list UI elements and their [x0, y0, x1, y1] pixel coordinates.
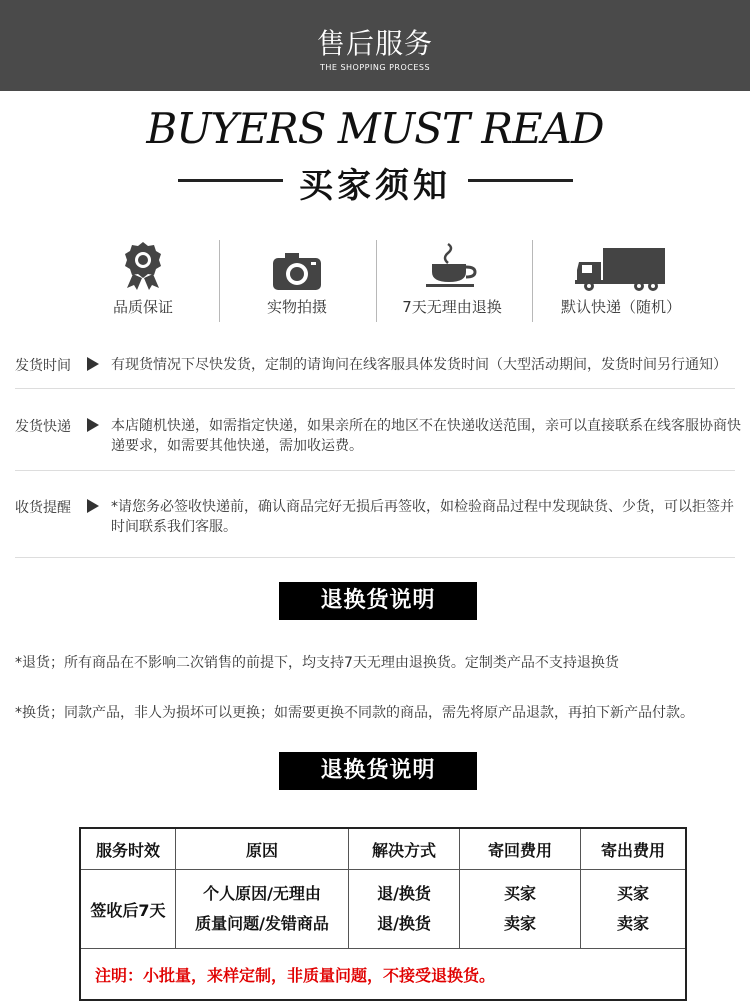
feature-quality [68, 240, 218, 322]
send-fee-text: 卖家 [616, 914, 649, 933]
table-header-row [80, 828, 686, 870]
section-title-returns-table: 退换货说明 [279, 752, 477, 790]
header-subtitle: THE SHOPPING PROCESS [319, 63, 431, 72]
feature-divider [219, 240, 220, 322]
info-text: *请您务必签收快递前，确认商品完好无损后再签收，如检验商品过程中发现缺货、少货，可以拒签并时间联系我们客服。 [111, 499, 734, 535]
table-footnote: 注明：小批量，来样定制，非质量问题，不接受退换货。 [80, 949, 686, 1001]
table-cell-solution [349, 870, 460, 949]
arrow-right-icon [87, 499, 99, 513]
divider [15, 388, 735, 389]
table-footnote-row [80, 949, 686, 1001]
send-fee-text: 买家 [616, 884, 649, 903]
info-text: 本店随机快递，如需指定快递，如果亲所在的地区不在快递收送范围，亲可以直接联系在线客服协商快递要求，如需要其他快递，需加收运费。 [111, 418, 741, 454]
delivery-truck-icon [575, 246, 667, 292]
info-label: 收货提醒 [15, 500, 71, 516]
arrow-right-icon [87, 418, 99, 432]
reason-text: 个人原因/无理由 [203, 884, 321, 903]
info-label: 发货快递 [15, 419, 71, 435]
feature-photo [222, 240, 372, 322]
feature-return [377, 240, 527, 322]
table-header: 原因 [176, 828, 349, 870]
table-cell-send-fee [581, 870, 687, 949]
arrow-right-icon [87, 357, 99, 371]
info-text: 有现货情况下尽快发货，定制的请询问在线客服具体发货时间（大型活动期间，发货时间另行通知） [111, 357, 727, 373]
feature-label: 实物拍摄 [266, 298, 327, 316]
feature-divider [532, 240, 533, 322]
feature-label: 7天无理由退换 [402, 298, 502, 316]
divider [15, 470, 735, 471]
table-header: 解决方式 [349, 828, 460, 870]
camera-icon [271, 250, 323, 294]
table-header: 寄回费用 [460, 828, 581, 870]
header-bar [0, 0, 750, 91]
header-title: 售后服务 [316, 27, 433, 60]
info-label: 发货时间 [15, 358, 71, 374]
solution-text: 退/换货 [377, 884, 431, 903]
headline-right-rule [468, 179, 573, 182]
table-cell-period: 签收后7天 [80, 870, 176, 949]
headline-english: BUYERS MUST READ [146, 104, 604, 153]
return-fee-text: 买家 [503, 884, 536, 903]
table-header: 寄出费用 [581, 828, 687, 870]
table-row [80, 870, 686, 949]
return-policy-table [79, 827, 687, 1001]
solution-text: 退/换货 [377, 914, 431, 933]
table-cell-return-fee [460, 870, 581, 949]
table-cell-reason [176, 870, 349, 949]
coffee-cup-icon [424, 240, 480, 290]
feature-delivery [546, 240, 696, 322]
feature-label: 品质保证 [112, 298, 173, 316]
note-exchange: *换货；同款产品，非人为损坏可以更换；如需要更换不同款的商品，需先将原产品退款，再拍下新产品付款。 [15, 705, 694, 721]
reason-text: 质量问题/发错商品 [195, 914, 329, 933]
award-ribbon-icon [121, 240, 165, 290]
headline-chinese: 买家须知 [299, 166, 451, 206]
section-title-returns: 退换货说明 [279, 582, 477, 620]
return-fee-text: 卖家 [503, 914, 536, 933]
divider [15, 557, 735, 558]
feature-label: 默认快递（随机） [560, 298, 681, 316]
note-return: *退货；所有商品在不影响二次销售的前提下，均支持7天无理由退换货。定制类产品不支持退换货 [15, 655, 619, 671]
table-header: 服务时效 [80, 828, 176, 870]
